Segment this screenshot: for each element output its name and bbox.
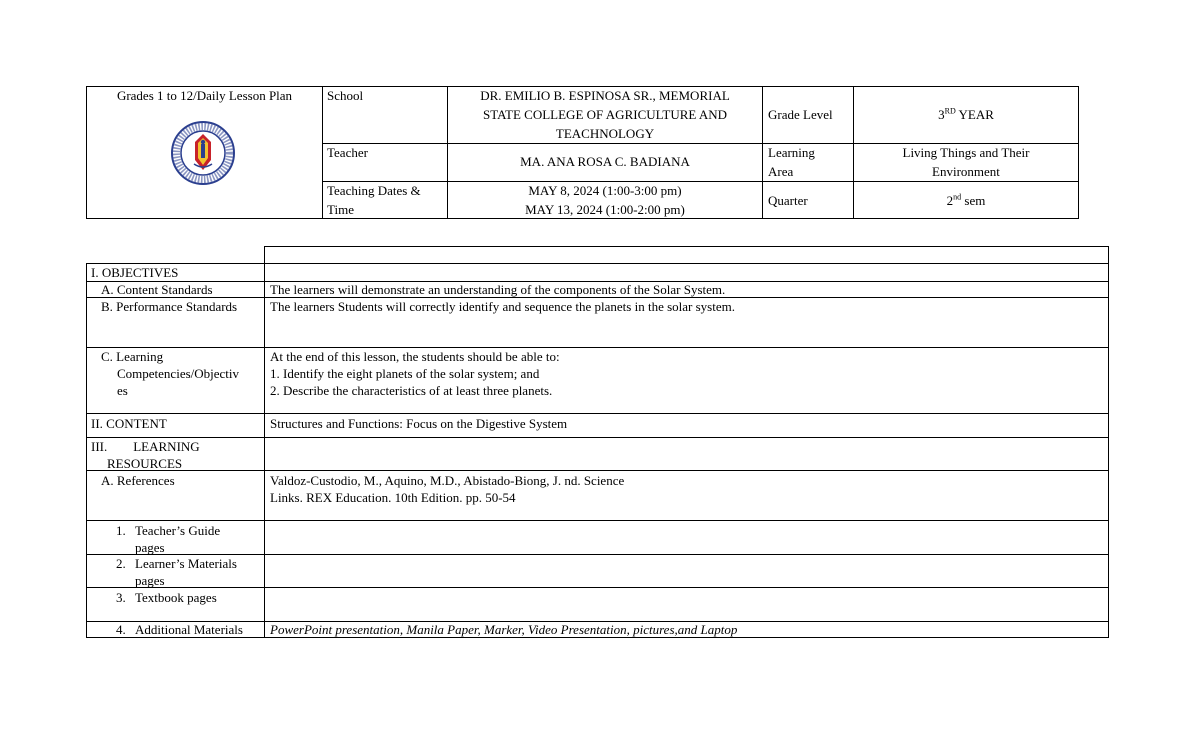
textbook-pages-number: 3.: [116, 590, 126, 605]
competencies-value-2: 1. Identify the eight planets of the solar system; and: [270, 366, 540, 381]
competencies-value-1: At the end of this lesson, the students should be able to:: [270, 349, 560, 364]
additional-materials-label: Additional Materials: [135, 622, 243, 637]
competencies-label-3: es: [117, 383, 128, 398]
learners-materials-label-2: pages: [135, 573, 165, 588]
competencies-value-3: 2. Describe the characteristics of at least three planets.: [270, 383, 553, 398]
dates-value-1: MAY 8, 2024 (1:00-3:00 pm): [528, 183, 682, 198]
learning-area-label-2: Area: [768, 164, 794, 179]
content-value: Structures and Functions: Focus on the Digestive System: [270, 416, 568, 431]
teacher-value: MA. ANA ROSA C. BADIANA: [520, 154, 690, 169]
school-value-line-2: STATE COLLEGE OF AGRICULTURE AND: [482, 107, 728, 122]
lesson-plan-title: Grades 1 to 12/Daily Lesson Plan: [116, 88, 293, 103]
deped-seal-logo: [170, 120, 236, 186]
learning-area-label-1: Learning: [768, 145, 815, 160]
competencies-label-2: Competencies/Objectiv: [117, 366, 240, 381]
performance-standards-label: B. Performance Standards: [101, 299, 238, 314]
references-value-1: Valdoz-Custodio, M., Aquino, M.D., Abistado-Biong, J. nd. Science: [270, 473, 625, 488]
dates-label-1: Teaching Dates &: [327, 183, 421, 198]
additional-materials-value: PowerPoint presentation, Manila Paper, Marker, Video Presentation, pictures,and Laptop: [270, 622, 738, 637]
school-label: School: [327, 88, 364, 103]
teachers-guide-number: 1.: [116, 523, 126, 538]
references-value-2: Links. REX Education. 10th Edition. pp. 50-54: [270, 490, 516, 505]
textbook-pages-label: Textbook pages: [135, 590, 217, 605]
performance-standards-value: The learners Students will correctly identify and sequence the planets in the solar system.: [270, 299, 735, 314]
teachers-guide-label-1: Teacher’s Guide: [135, 523, 221, 538]
teacher-label: Teacher: [327, 145, 368, 160]
quarter-value: 2nd sem: [946, 192, 986, 208]
resources-label-1: III. LEARNING: [91, 439, 200, 454]
additional-materials-number: 4.: [116, 622, 126, 637]
grade-level-value: 3RD YEAR: [938, 106, 994, 122]
dates-value-2: MAY 13, 2024 (1:00-2:00 pm): [525, 202, 685, 217]
quarter-label: Quarter: [768, 193, 808, 208]
grade-level-label: Grade Level: [768, 107, 833, 122]
resources-label-2: RESOURCES: [107, 456, 183, 471]
objectives-heading: I. OBJECTIVES: [91, 265, 179, 280]
learning-area-value-2: Environment: [932, 164, 1000, 179]
dates-label-2: Time: [327, 202, 354, 217]
references-label: A. References: [101, 473, 175, 488]
content-standards-label: A. Content Standards: [101, 282, 213, 297]
learners-materials-label-1: Learner’s Materials: [135, 556, 237, 571]
teachers-guide-label-2: pages: [135, 540, 165, 555]
content-standards-value: The learners will demonstrate an understanding of the components of the Solar System.: [270, 282, 726, 297]
competencies-label-1: C. Learning: [101, 349, 164, 364]
learners-materials-number: 2.: [116, 556, 126, 571]
content-label: II. CONTENT: [91, 416, 167, 431]
school-value-line-1: DR. EMILIO B. ESPINOSA SR., MEMORIAL: [480, 88, 730, 103]
learning-area-value-1: Living Things and Their: [902, 145, 1030, 160]
school-value-line-3: TEACHNOLOGY: [555, 126, 655, 141]
